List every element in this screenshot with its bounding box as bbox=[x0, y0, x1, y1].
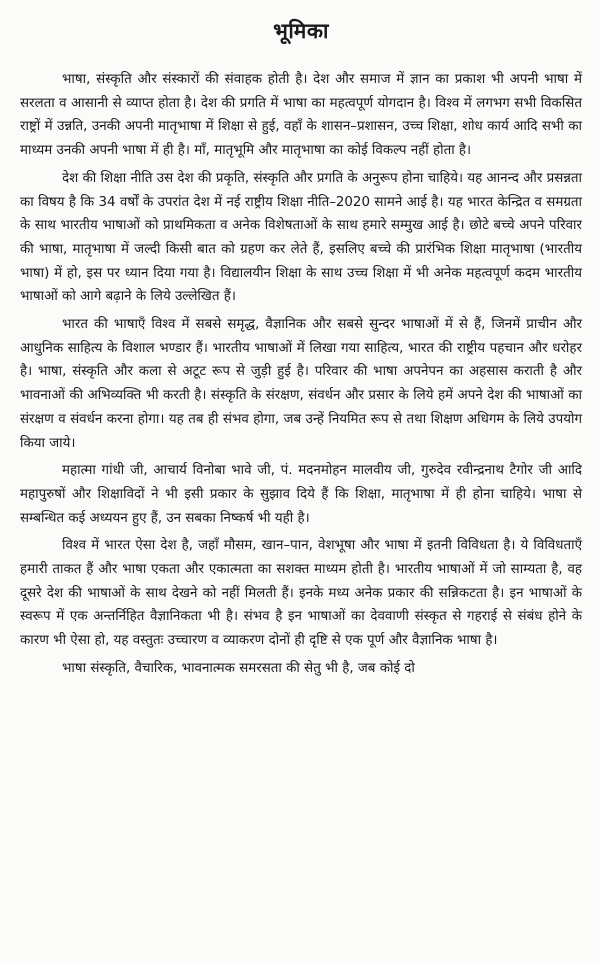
paragraph-5: विश्व में भारत ऐसा देश है, जहाँ मौसम, खान–पान, वेशभूषा और भाषा में इतनी विविधता है। ये विविधताएँ हमारी ताकत हैं और भाषा एकता और एकात्मता का सशक्त माध्यम होती है। भारतीय भाषाओं में जो साम्यता है, वह दूसरे देश की भाषाओं के साथ देखने को नहीं मिलती हैं। इनके मध्य अनेक प्रकार की सन्निकटता है। इन भाषाओं के स्वरूप में एक अन्तर्निहित वैज्ञानिकता भी है। संभव है इन भाषाओं का देववाणी संस्कृत से गहराई से संबंध होने के कारण भी ऐसा हो, यह वस्तुतः उच्चारण व व्याकरण दोनों ही दृष्टि से एक पूर्ण और वैज्ञानिक भाषा है। bbox=[20, 538, 582, 649]
paragraph-6: भाषा संस्कृति, वैचारिक, भावनात्मक समरसता की सेतु भी है, जब कोई दो bbox=[62, 660, 415, 676]
page-title: भूमिका bbox=[273, 19, 329, 43]
paragraph-4: महात्मा गांधी जी, आचार्य विनोबा भावे जी, पं. मदनमोहन मालवीय जी, गुरुदेव रवीन्द्रनाथ टैगोर जी आदि महापुरुषों और शिक्षाविदों ने भी इसी प्रकार के सुझाव दिये हैं कि शिक्षा, मातृभाषा में ही होना चाहिये। भाषा से सम्बन्धित कई अध्ययन हुए हैं, उन सबका निष्कर्ष भी यही है। bbox=[20, 463, 582, 526]
paragraph-2: देश की शिक्षा नीति उस देश की प्रकृति, संस्कृति और प्रगति के अनुरूप होना चाहिये। यह आनन्द और प्रसन्नता का विषय है कि 34 वर्षों के उपरांत देश में नई राष्ट्रीय शिक्षा नीति–2020 सामने आई है। यह भारत केन्द्रित व समग्रता के साथ भारतीय भाषाओं को प्राथमिकता व अनेक विशेषताओं के साथ हमारे सम्मुख आई है। छोटे बच्चे अपने परिवार की भाषा, मातृभाषा में जल्दी किसी बात को ग्रहण कर लेते हैं, इसलिए बच्चे की प्रारंभिक शिक्षा मातृभाषा (भारतीय भाषा) में हो, इस पर ध्यान दिया गया है। विद्यालयीन शिक्षा के साथ उच्च शिक्षा में भी अनेक महत्वपूर्ण कदम भारतीय भाषाओं को आगे बढ़ाने के लिये उल्लेखित हैं। bbox=[20, 170, 582, 305]
paragraph-1: भाषा, संस्कृति और संस्कारों की संवाहक होती है। देश और समाज में ज्ञान का प्रकाश भी अपनी भाषा में सरलता व आसानी से व्याप्त होता है। देश की प्रगति में भाषा का महत्वपूर्ण योगदान है। विश्व में लगभग सभी विकसित राष्ट्रों में उन्नति, उनकी अपनी मातृभाषा में शिक्षा से हुई, वहाँ के शासन–प्रशासन, उच्च शिक्षा, शोध कार्य आदि सभी का माध्यम उनकी अपनी भाषा में ही है। माँ, मातृभूमि और मातृभाषा का कोई विकल्प नहीं होता है। bbox=[20, 72, 582, 159]
paragraph-3: भारत की भाषाएँ विश्व में सबसे समृद्ध, वैज्ञानिक और सबसे सुन्दर भाषाओं में से हैं, जिनमें प्राचीन और आधुनिक साहित्य के विशाल भण्डार हैं। भारतीय भाषाओं में लिखा गया साहित्य, भारत की राष्ट्रीय पहचान और धरोहर है। भाषा, संस्कृति और कला से अटूट रूप से जुड़ी हुई है। परिवार की भाषा अपनेपन का अहसास कराती है और भावनाओं की अभिव्यक्ति भी करती है। संस्कृति के संरक्षण, संवर्धन और प्रसार के लिये हमें अपने देश की भाषाओं का संरक्षण व संवर्धन करना होगा। यह तब ही संभव होगा, जब उन्हें नियमित रूप से तथा शिक्षण अधिगम के लिये उपयोग किया जाये। bbox=[20, 317, 582, 451]
